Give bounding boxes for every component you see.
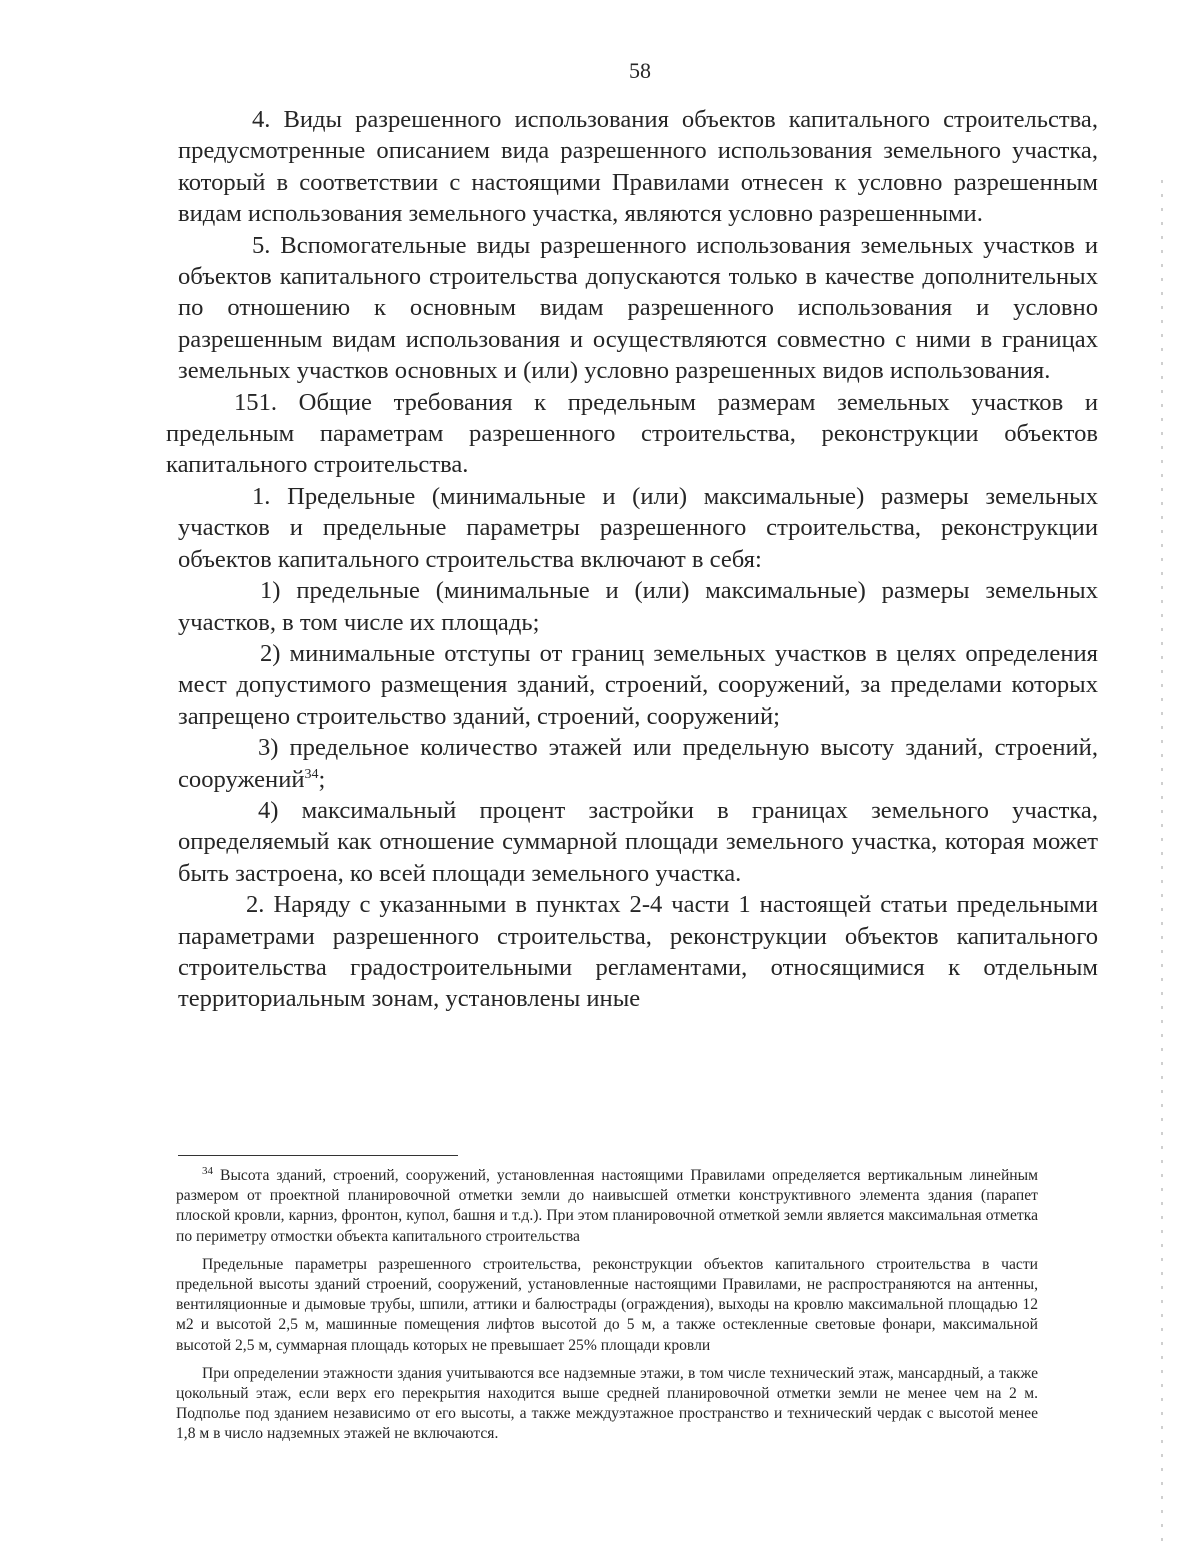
item-2: 2) минимальные отступы от границ земельных участков в целях определения мест допустимого размещения зданий, строений, сооружений, за пределами которых запрещено строительство зданий, строений, сооружений;	[178, 639, 1098, 730]
paragraph-5: 5. Вспомогательные виды разрешенного использования земельных участков и объектов капитального строительства допускаются только в качестве дополнительных по отношению к основным видам разрешенного использования и условно разрешенным видам использования и осуществляются совместно с ними в границах земельных участков основных и (или) условно разрешенных видов использования.	[178, 231, 1098, 385]
footnote-paragraph-2: Предельные параметры разрешенного строительства, реконструкции объектов капитального строительства в части предельной высоты зданий строений, сооружений, установленные настоящими Правилами, не распространяются на антенны, вентиляционные и дымовые трубы, шпили, аттики и балюстрады (ограждения), выходы на кровлю максимальной площадью 12 м2 и высотой 2,5 м, машинные помещения лифтов высотой до 5 м, а также остекленные световые фонари, максимальной высотой 2,5 м, суммарная площадь которых не превышает 25% площади кровли	[176, 1255, 1038, 1354]
article-151-heading: 151. Общие требования к предельным размерам земельных участков и предельным параметрам разрешенного строительства, реконструкции объектов капитального строительства.	[166, 388, 1098, 479]
footnote-paragraph-3: При определении этажности здания учитываются все надземные этажи, в том числе технический этаж, мансардный, а также цокольный этаж, если верх его перекрытия находится выше средней планировочной отметки земли не менее чем на 2 м. Подполье под зданием независимо от его высоты, а также междуэтажное пространство и технический чердак с высотой менее 1,8 м в число надземных этажей не включаются.	[176, 1364, 1038, 1443]
footnote-34	[176, 1166, 1038, 1247]
item-3	[178, 732, 1098, 795]
part-1: 1. Предельные (минимальные и (или) максимальные) размеры земельных участков и предельные параметры разрешенного строительства, реконструкции объектов капитального строительства включают в себя:	[178, 482, 1098, 573]
item-3-text: 3) предельное количество этажей или предельную высоту зданий, строений, сооружений	[178, 734, 1098, 793]
footnote-reference[interactable]: 34	[304, 766, 319, 782]
footnote-separator	[178, 1155, 458, 1156]
main-text	[166, 104, 1098, 1015]
footnote-marker: 34	[202, 1165, 213, 1177]
paragraph-4: 4. Виды разрешенного использования объектов капитального строительства, предусмотренные описанием вида разрешенного использования земельного участка, который в соответствии с настоящими Правилами отнесен к условно разрешенным видам использования земельного участка, являются условно разрешенными.	[178, 106, 1098, 228]
item-1: 1) предельные (минимальные и (или) максимальные) размеры земельных участков, в том числе их площадь;	[178, 577, 1098, 636]
footnote-34-text: Высота зданий, строений, сооружений, установленная настоящими Правилами определяется вертикальным линейным размером от проектной планировочной отметки земли до наивысшей отметки конструктивного элемента здания (парапет плоской кровли, карниз, фронтон, купол, башня и т.д.). При этом планировочной отметкой земли является максимальная отметка по периметру отмостки объекта капитального строительства	[176, 1167, 1038, 1245]
page-number: 58	[629, 58, 651, 83]
scan-edge-artifact	[1161, 180, 1163, 1550]
item-4: 4) максимальный процент застройки в границах земельного участка, определяемый как отношение суммарной площади земельного участка, которая может быть застроена, ко всей площади земельного участка.	[178, 796, 1098, 887]
item-3-end: ;	[318, 765, 326, 793]
part-2: 2. Наряду с указанными в пунктах 2-4 части 1 настоящей статьи предельными параметрами разрешенного строительства, реконструкции объектов капитального строительства градостроительными регламентами, относящимися к отдельным территориальным зонам, установлены иные	[178, 891, 1098, 1013]
footnotes	[176, 1166, 1038, 1453]
